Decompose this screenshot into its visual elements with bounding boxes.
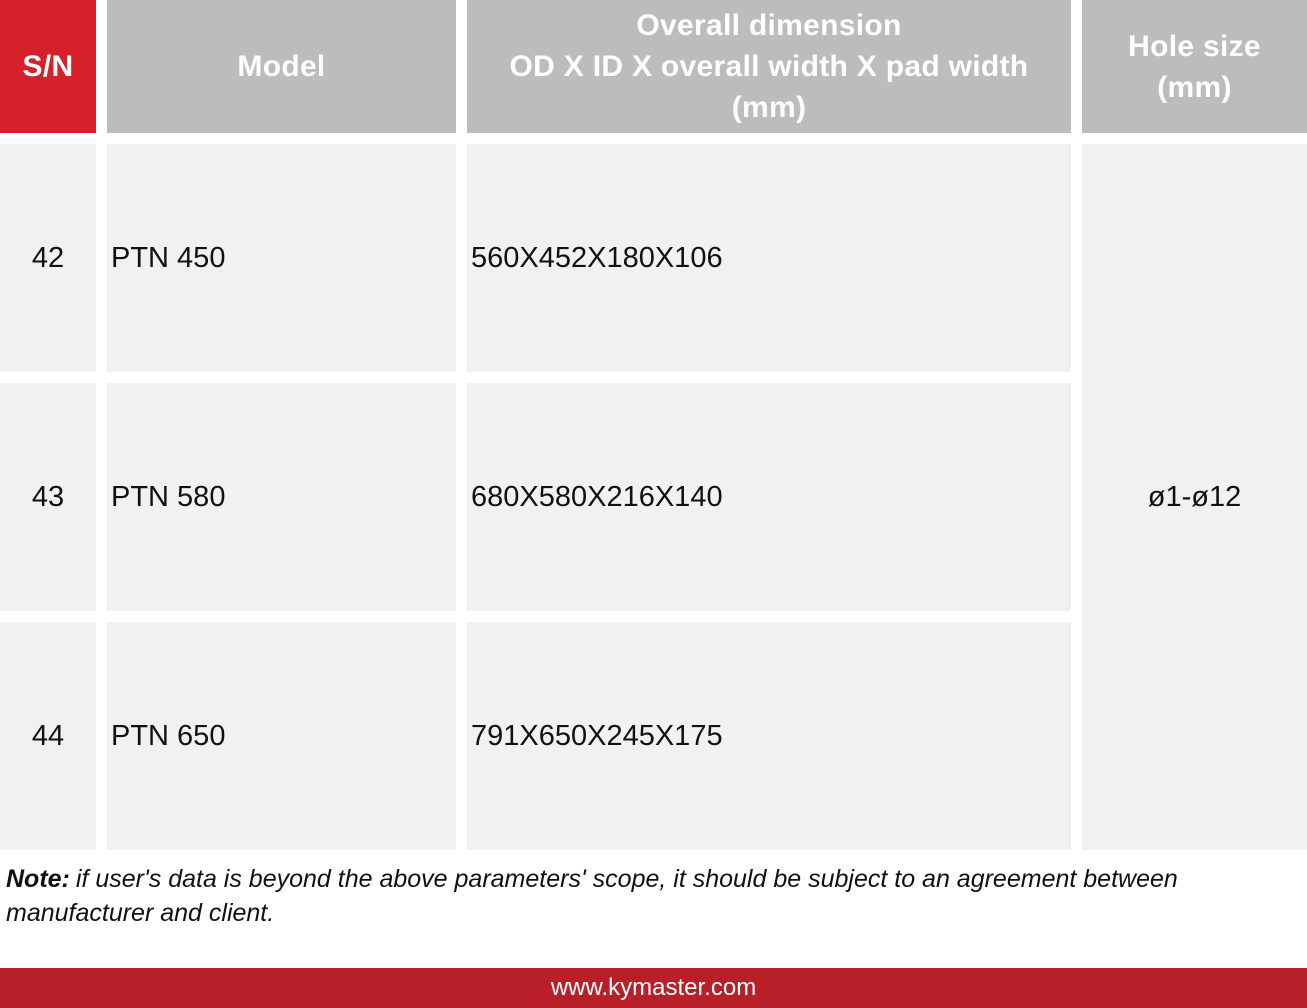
row-dimension: 791X650X245X175 [471, 719, 723, 752]
row-model: PTN 650 [111, 719, 226, 752]
table-row-cell-model [107, 144, 456, 372]
header-model [107, 0, 456, 133]
hole-size-value: ø1-ø12 [1147, 480, 1242, 513]
row-dimension: 680X580X216X140 [471, 480, 723, 513]
table-row-cell-model [107, 383, 456, 611]
header-model-label: Model [237, 50, 326, 83]
note-label: Note: [6, 865, 70, 893]
table-row-cell-dimension [467, 622, 1071, 850]
note-text: if user's data is beyond the above parameters' scope, it should be subject to an agreement between manufacturer and client. [6, 865, 1178, 927]
footer-url[interactable]: www.kymaster.com [550, 974, 757, 1001]
table-row-cell-sn [0, 383, 96, 611]
table-row-cell-dimension [467, 144, 1071, 372]
header-dimension-line-2: OD X ID X overall width X pad width [509, 50, 1029, 83]
header-hole-size-line-2: (mm) [1157, 70, 1232, 104]
row-model: PTN 450 [111, 241, 226, 274]
table-row-cell-model [107, 622, 456, 850]
table-cell-hole-size [1082, 144, 1307, 850]
row-dimension: 560X452X180X106 [471, 241, 723, 274]
header-hole-size-line-1: Hole size [1128, 29, 1261, 63]
row-sn: 44 [31, 719, 65, 752]
header-dimension [467, 0, 1071, 133]
header-dimension-line-1: Overall dimension [636, 9, 902, 42]
row-sn: 42 [31, 241, 65, 274]
footer-bar [0, 968, 1307, 1008]
table-row-cell-sn [0, 622, 96, 850]
header-dimension-line-3: (mm) [731, 91, 807, 124]
note [6, 862, 1296, 930]
header-sn-label: S/N [22, 50, 74, 83]
row-sn: 43 [31, 480, 65, 513]
table-row-cell-sn [0, 144, 96, 372]
table-row-cell-dimension [467, 383, 1071, 611]
header-sn [0, 0, 96, 133]
row-model: PTN 580 [111, 480, 226, 513]
header-hole-size [1082, 0, 1307, 133]
